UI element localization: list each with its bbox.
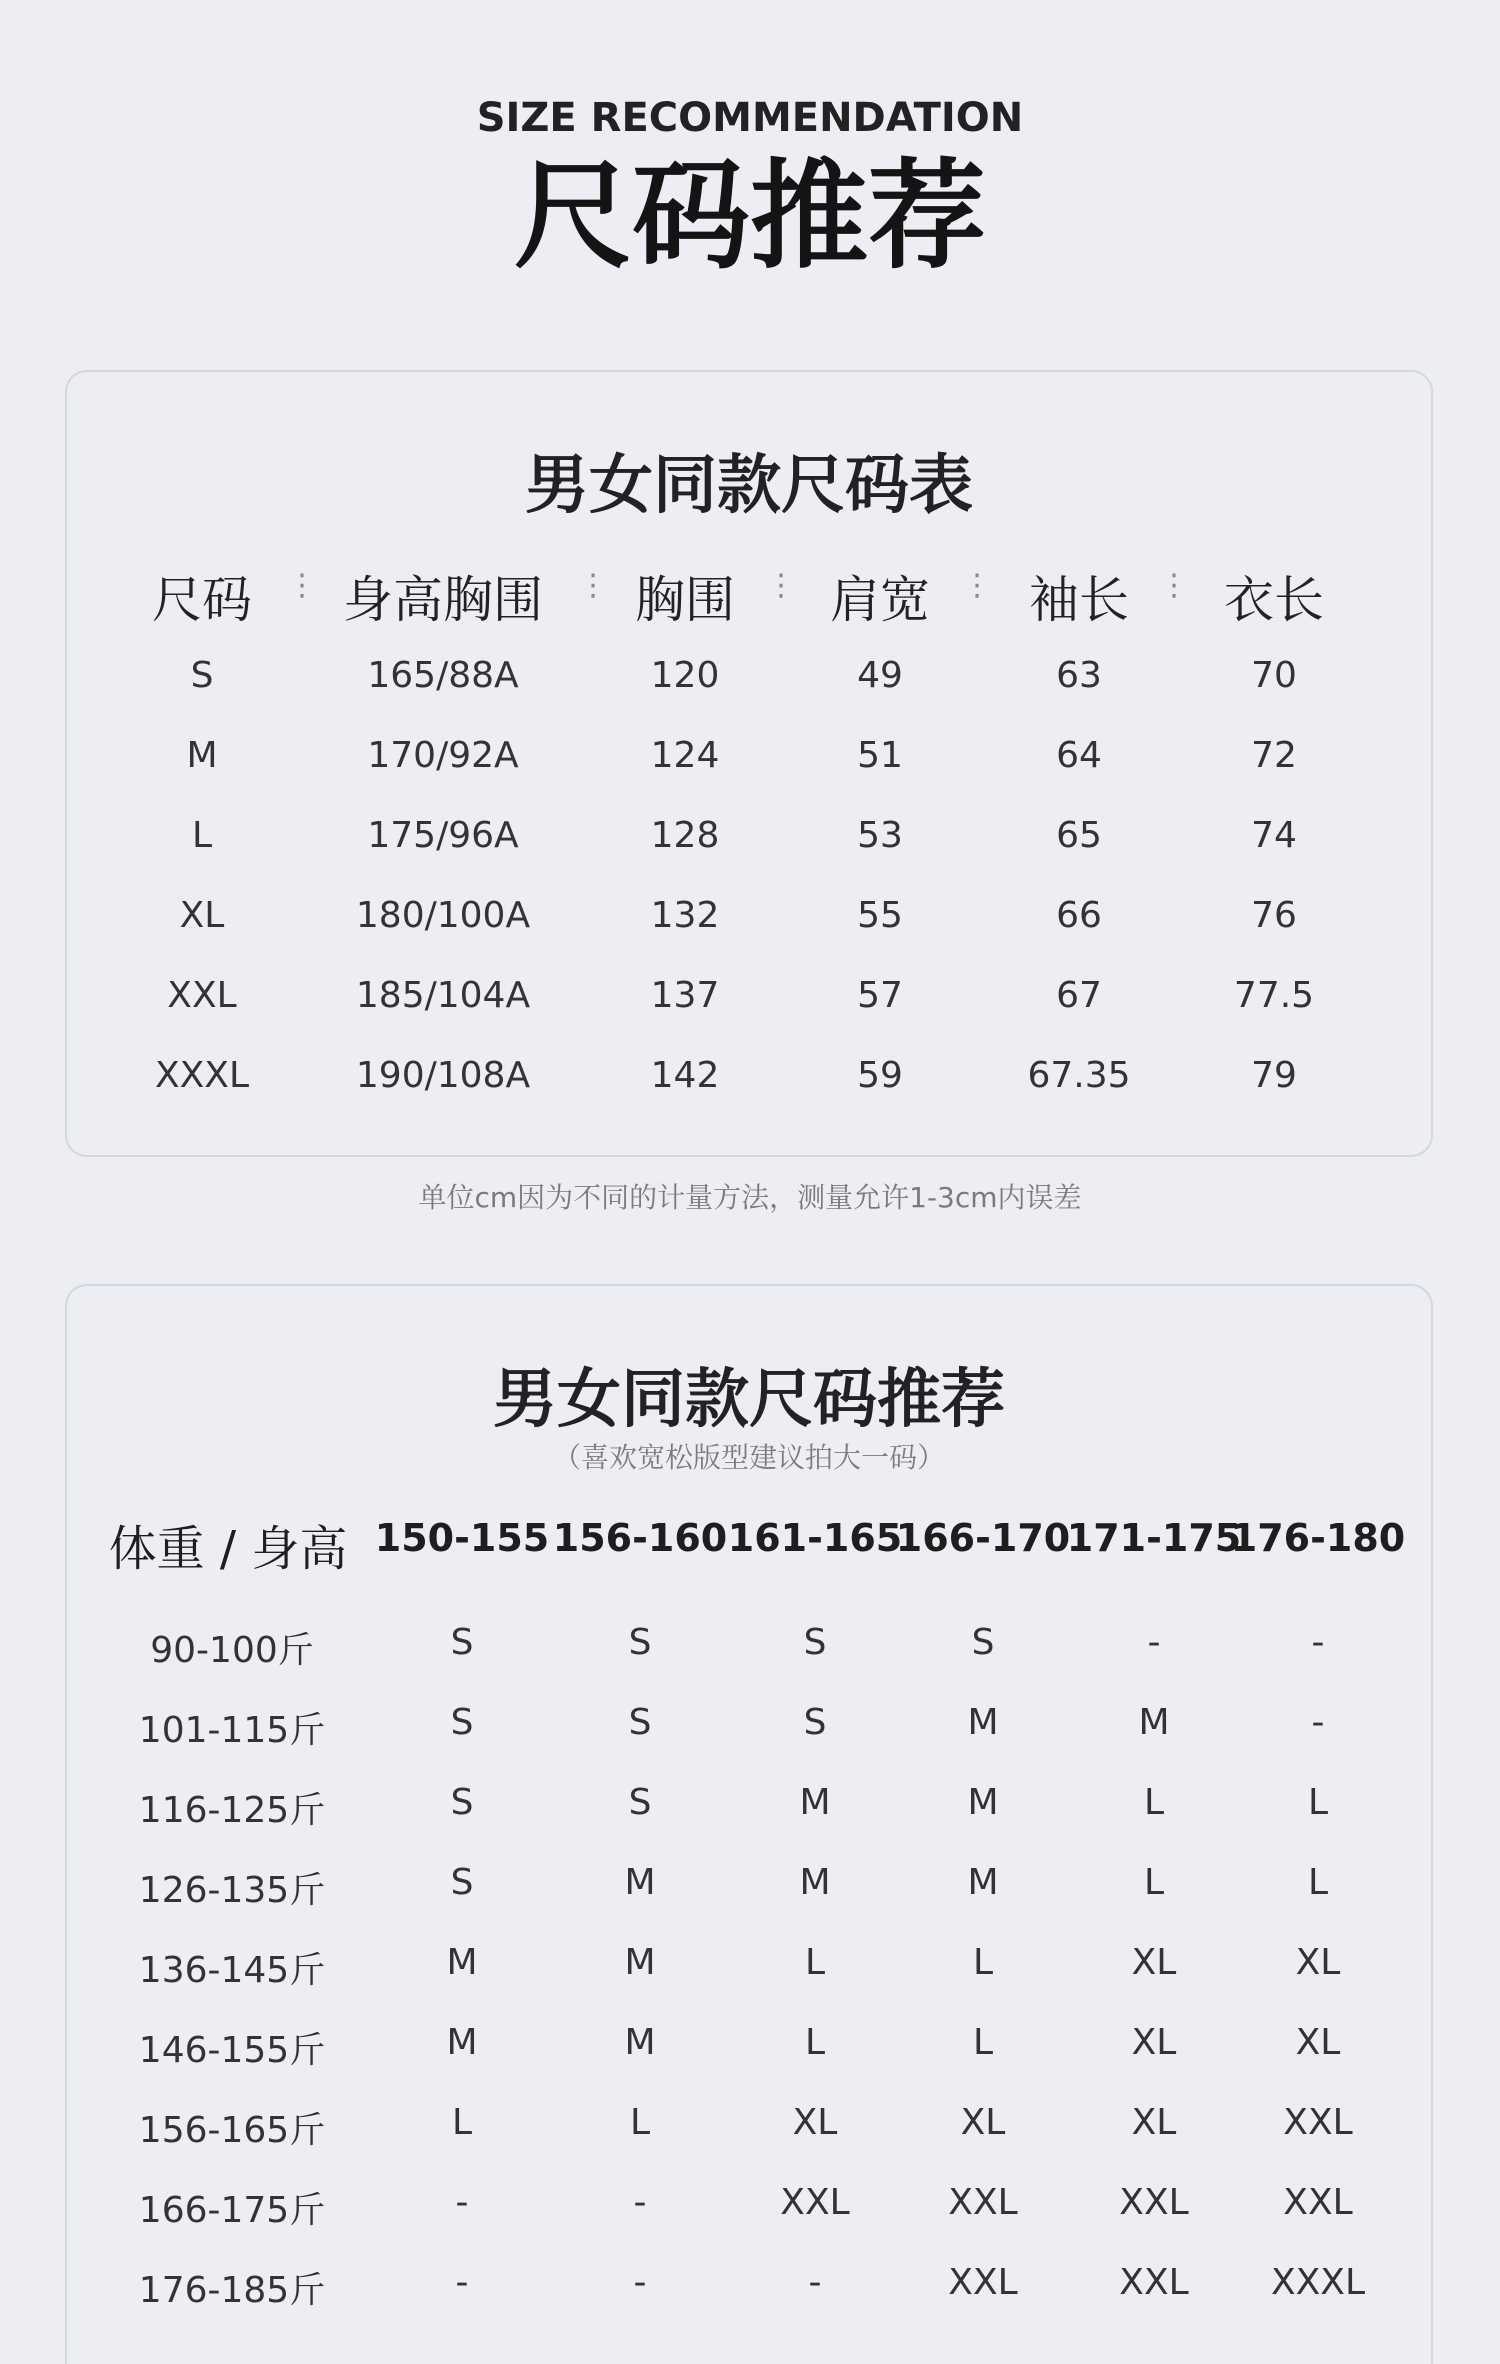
recommended-size-cell: M <box>446 2022 478 2063</box>
recommended-size-cell: XXL <box>1119 2262 1189 2303</box>
size-chart-header: 身高胸围 <box>343 571 543 629</box>
recommendation-subtitle: （喜欢宽松版型建议拍大一码） <box>552 1441 945 1474</box>
page-header <box>0 92 1500 286</box>
recommended-size-cell: XXL <box>948 2182 1018 2223</box>
weight-row-label: 136-145斤 <box>138 1950 326 1991</box>
size-chart-cell: 190/108A <box>355 1055 531 1096</box>
size-chart-cell: 175/96A <box>367 815 519 856</box>
weight-row-label: 116-125斤 <box>138 1790 326 1831</box>
height-column-header: 176-180 <box>1230 1516 1406 1560</box>
recommended-size-cell: S <box>803 1622 827 1663</box>
recommended-size-cell: - <box>455 2182 469 2223</box>
recommended-size-cell: XL <box>1131 2102 1177 2143</box>
height-column-header: 150-155 <box>374 1516 550 1560</box>
recommended-size-cell: - <box>455 2262 469 2303</box>
recommended-size-cell: XL <box>1295 2022 1341 2063</box>
recommended-size-cell: L <box>1143 1862 1165 1903</box>
size-chart-cell: XXXL <box>154 1055 250 1096</box>
size-chart-cell: XXL <box>167 975 237 1016</box>
size-chart-cell: 165/88A <box>367 655 519 696</box>
size-chart-title: 男女同款尺码表 <box>525 449 973 523</box>
recommended-size-cell: XXL <box>948 2262 1018 2303</box>
size-chart-card <box>65 370 1433 1157</box>
size-chart-cell: 51 <box>857 735 903 776</box>
recommended-size-cell: M <box>799 1782 831 1823</box>
recommended-size-cell: M <box>446 1942 478 1983</box>
size-chart-cell: 55 <box>857 895 903 936</box>
size-chart-cell: 120 <box>650 655 720 696</box>
height-column-header: 156-160 <box>552 1516 728 1560</box>
recommended-size-cell: XXL <box>1283 2102 1353 2143</box>
recommended-size-cell: XL <box>960 2102 1006 2143</box>
column-separator: ⋮ <box>287 568 317 603</box>
size-chart-cell: 49 <box>857 655 903 696</box>
recommended-size-cell: XL <box>1131 2022 1177 2063</box>
recommended-size-cell: L <box>1307 1782 1329 1823</box>
size-chart-cell: XL <box>179 895 225 936</box>
weight-row-label: 156-165斤 <box>138 2110 326 2151</box>
height-column-header: 161-165 <box>727 1516 903 1560</box>
recommended-size-cell: - <box>1147 1622 1161 1663</box>
recommended-size-cell: L <box>804 1942 826 1983</box>
recommended-size-cell: M <box>967 1702 999 1743</box>
recommended-size-cell: L <box>1307 1862 1329 1903</box>
recommended-size-cell: L <box>804 2022 826 2063</box>
size-chart-cell: 77.5 <box>1233 975 1315 1016</box>
recommended-size-cell: L <box>972 1942 994 1983</box>
title-english: SIZE RECOMMENDATION <box>476 95 1024 141</box>
size-chart-header: 袖长 <box>1029 571 1129 629</box>
size-chart-cell: 132 <box>650 895 720 936</box>
weight-row-label: 126-135斤 <box>138 1870 326 1911</box>
recommended-size-cell: S <box>628 1702 652 1743</box>
size-chart-cell: 67.35 <box>1027 1055 1131 1096</box>
weight-row-label: 176-185斤 <box>138 2270 326 2311</box>
size-chart-cell: 70 <box>1251 655 1297 696</box>
weight-row-label: 90-100斤 <box>150 1630 314 1671</box>
column-separator: ⋮ <box>578 568 608 603</box>
recommended-size-cell: S <box>628 1782 652 1823</box>
recommended-size-cell: - <box>808 2262 822 2303</box>
column-separator: ⋮ <box>962 568 992 603</box>
recommended-size-cell: L <box>1143 1782 1165 1823</box>
recommended-size-cell: XL <box>1131 1942 1177 1983</box>
height-column-header: 171-175 <box>1066 1516 1242 1560</box>
title-chinese: 尺码推荐 <box>513 147 986 285</box>
size-chart-cell: 59 <box>857 1055 903 1096</box>
recommended-size-cell: S <box>971 1622 995 1663</box>
size-chart-cell: M <box>186 735 218 776</box>
size-chart-cell: 170/92A <box>367 735 519 776</box>
recommended-size-cell: S <box>450 1862 474 1903</box>
recommended-size-cell: M <box>967 1862 999 1903</box>
size-chart-cell: L <box>191 815 213 856</box>
size-chart-header: 尺码 <box>152 571 252 629</box>
recommended-size-cell: S <box>628 1622 652 1663</box>
recommended-size-cell: S <box>450 1782 474 1823</box>
recommended-size-cell: M <box>967 1782 999 1823</box>
column-separator: ⋮ <box>1159 568 1189 603</box>
size-chart-cell: 128 <box>650 815 720 856</box>
size-chart-cell: 142 <box>650 1055 720 1096</box>
recommended-size-cell: XL <box>792 2102 838 2143</box>
recommendation-card <box>65 1284 1433 2364</box>
recommended-size-cell: XXXL <box>1270 2262 1366 2303</box>
size-chart-cell: 76 <box>1251 895 1297 936</box>
recommended-size-cell: - <box>633 2262 647 2303</box>
recommended-size-cell: - <box>1311 1702 1325 1743</box>
weight-row-label: 146-155斤 <box>138 2030 326 2071</box>
size-chart-cell: 124 <box>650 735 720 776</box>
weight-row-label: 101-115斤 <box>138 1710 326 1751</box>
size-chart-header: 胸围 <box>635 571 735 629</box>
size-chart-cell: 53 <box>857 815 903 856</box>
weight-row-label: 166-175斤 <box>138 2190 326 2231</box>
recommended-size-cell: M <box>799 1862 831 1903</box>
size-chart-cell: 63 <box>1056 655 1102 696</box>
size-chart-cell: 74 <box>1251 815 1297 856</box>
recommended-size-cell: M <box>1138 1702 1170 1743</box>
recommended-size-cell: XXL <box>1119 2182 1189 2223</box>
size-chart-cell: 64 <box>1056 735 1102 776</box>
recommended-size-cell: - <box>633 2182 647 2223</box>
measurement-note: 单位cm因为不同的计量方法，测量允许1-3cm内误差 <box>418 1181 1082 1214</box>
size-chart-cell: S <box>190 655 214 696</box>
size-chart-header: 肩宽 <box>830 571 930 629</box>
recommended-size-cell: S <box>450 1622 474 1663</box>
recommended-size-cell: S <box>803 1702 827 1743</box>
recommended-size-cell: L <box>972 2022 994 2063</box>
size-chart-cell: 66 <box>1056 895 1102 936</box>
recommended-size-cell: - <box>1311 1622 1325 1663</box>
size-chart-header: 衣长 <box>1224 571 1324 629</box>
size-chart-cell: 137 <box>650 975 720 1016</box>
recommendation-title: 男女同款尺码推荐 <box>493 1363 1005 1437</box>
recommended-size-cell: M <box>624 1942 656 1983</box>
recommended-size-cell: L <box>629 2102 651 2143</box>
size-chart-cell: 57 <box>857 975 903 1016</box>
size-chart-cell: 67 <box>1056 975 1102 1016</box>
recommended-size-cell: M <box>624 2022 656 2063</box>
recommended-size-cell: S <box>450 1702 474 1743</box>
size-chart-cell: 180/100A <box>355 895 531 936</box>
recommended-size-cell: XXL <box>780 2182 850 2223</box>
weight-height-label: 体重 / 身高 <box>108 1521 348 1577</box>
height-column-header: 166-170 <box>895 1516 1071 1560</box>
size-chart-cell: 79 <box>1251 1055 1297 1096</box>
recommended-size-cell: L <box>451 2102 473 2143</box>
recommended-size-cell: XXL <box>1283 2182 1353 2223</box>
recommended-size-cell: XL <box>1295 1942 1341 1983</box>
size-chart-cell: 72 <box>1251 735 1297 776</box>
size-chart-cell: 65 <box>1056 815 1102 856</box>
recommended-size-cell: M <box>624 1862 656 1903</box>
size-chart-cell: 185/104A <box>355 975 531 1016</box>
column-separator: ⋮ <box>766 568 796 603</box>
